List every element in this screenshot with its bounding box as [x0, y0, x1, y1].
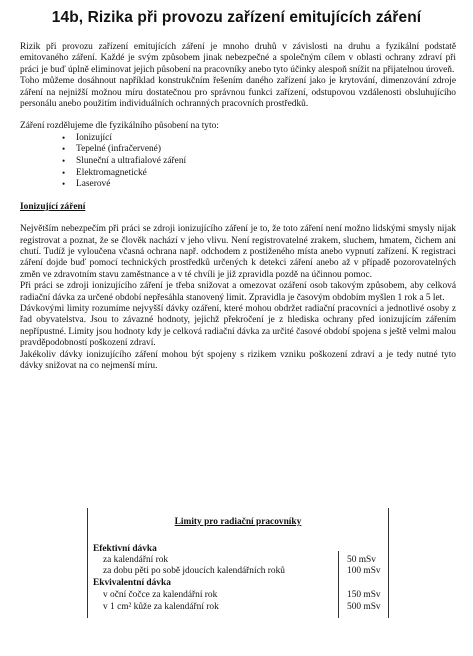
row-value: 150 mSv — [347, 590, 381, 600]
intro-paragraph-1: Rizik při provozu zařízení emitujících záření je mnoho druhů v závislosti na druhu a fyzikální podstatě emitovaného záření. Každé je svým způsobem jinak nebezpečné a společným cílem v oblasti ochrany zdraví při práci je buď úplně eliminovat jejich působení na pracovníky anebo tyto účinky alespoň snížit na přijatelnou úroveň. — [20, 42, 456, 75]
ionizing-paragraph-1: Největším nebezpečím při práci se zdroji ionizujícího záření je to, že toto záření není možno lidskými smysly nijak registrovat a poznat, že se člověk nachází v jeho vlivu. Není registrovatelné zrakem, sluchem, hmatem, čichem ani chutí. Tudíž je vyloučena včasná ochrana např. odchodem z postiženého místa anebo vypnutí zařízení. K registraci záření dojde buď pomocí technických prostředků určených k detekci záření anebo až v případě pozorovatelných změn ve zdravotním stavu zaměstnance a v té chvíli je již zpravidla pozdě na účinnou pomoc. — [20, 224, 456, 280]
limits-table — [87, 508, 389, 618]
bullet-icon: • — [62, 167, 66, 178]
list-item: • Elektromagnetické — [62, 167, 147, 178]
section-heading: Ionizující záření — [20, 201, 86, 212]
division-lead: Záření rozdělujeme dle fyzikálního působení na tyto: — [20, 121, 219, 132]
row-value: 100 mSv — [347, 566, 381, 576]
table-caption: Limity pro radiační pracovníky — [174, 517, 302, 527]
column-divider — [338, 551, 339, 618]
row-value: 500 mSv — [347, 602, 381, 612]
row-label: v oční čočce za kalendářní rok — [103, 590, 218, 600]
row-label: za dobu pěti po sobě jdoucích kalendářních roků — [103, 566, 285, 576]
row-label: v 1 cm² kůže za kalendářní rok — [103, 602, 219, 612]
document-body — [20, 42, 456, 373]
bullet-icon: • — [62, 132, 66, 143]
ionizing-paragraph-3: Dávkovými limity rozumíme nejvyšší dávky ozáření, které mohou obdržet radiační pracovníci a jednotlivé osoby z řad obyvatelstva. Jsou to závazné hodnoty, jejichž překročení je z hlediska ochrany před ionizujícím zářením nepřípustné. Limity jsou hodnoty kdy je celková radiační dávka za určité časové období spojena s ještě velmi malou pravděpodobností poškození zdraví. — [20, 304, 456, 349]
ionizing-paragraph-2: Při práci se zdroji ionizujícího záření je třeba snižovat a omezovat ozáření osob takovým způsobem, aby celková radiační dávka za určené období nepřesáhla stanovený limit. Zpravidla je časovým obdobím myšlen 1 rok a 5 let. — [20, 281, 456, 303]
list-item: • Laserové — [62, 179, 111, 190]
row-value: 50 mSv — [347, 555, 376, 565]
intro-paragraph-2: Toho můžeme dosáhnout například konstrukčním řešením daného zařízení jako je krytování, dimenzování zdroje záření na nejnižší možnou míru dostatečnou pro správnou funkci zařízení, odstupovou vzdálenosti obsluhujícího personálu anebo použitím individuálních ochranných pracovních prostředků. — [20, 76, 456, 110]
list-item: • Tepelné (infračervené) — [62, 144, 161, 155]
list-item: • Sluneční a ultrafialové záření — [62, 156, 187, 167]
category-label: Ekvivalentní dávka — [93, 578, 171, 588]
radiation-types-list — [62, 133, 456, 191]
list-item: • Ionizující — [62, 132, 112, 143]
bullet-icon: • — [62, 144, 66, 155]
category-label: Efektivní dávka — [93, 544, 157, 554]
row-label: za kalendářní rok — [103, 555, 169, 565]
page-title: 14b, Rizika při provozu zařízení emitujících záření — [51, 9, 422, 26]
bullet-icon: • — [62, 156, 66, 167]
bullet-icon: • — [62, 179, 66, 190]
ionizing-paragraph-4: Jakékoliv dávky ionizujícího záření mohou být spojeny s rizikem vzniku poškození zdraví a je tedy nutné tyto dávky snižovat na co nejmenší míru. — [20, 349, 456, 372]
